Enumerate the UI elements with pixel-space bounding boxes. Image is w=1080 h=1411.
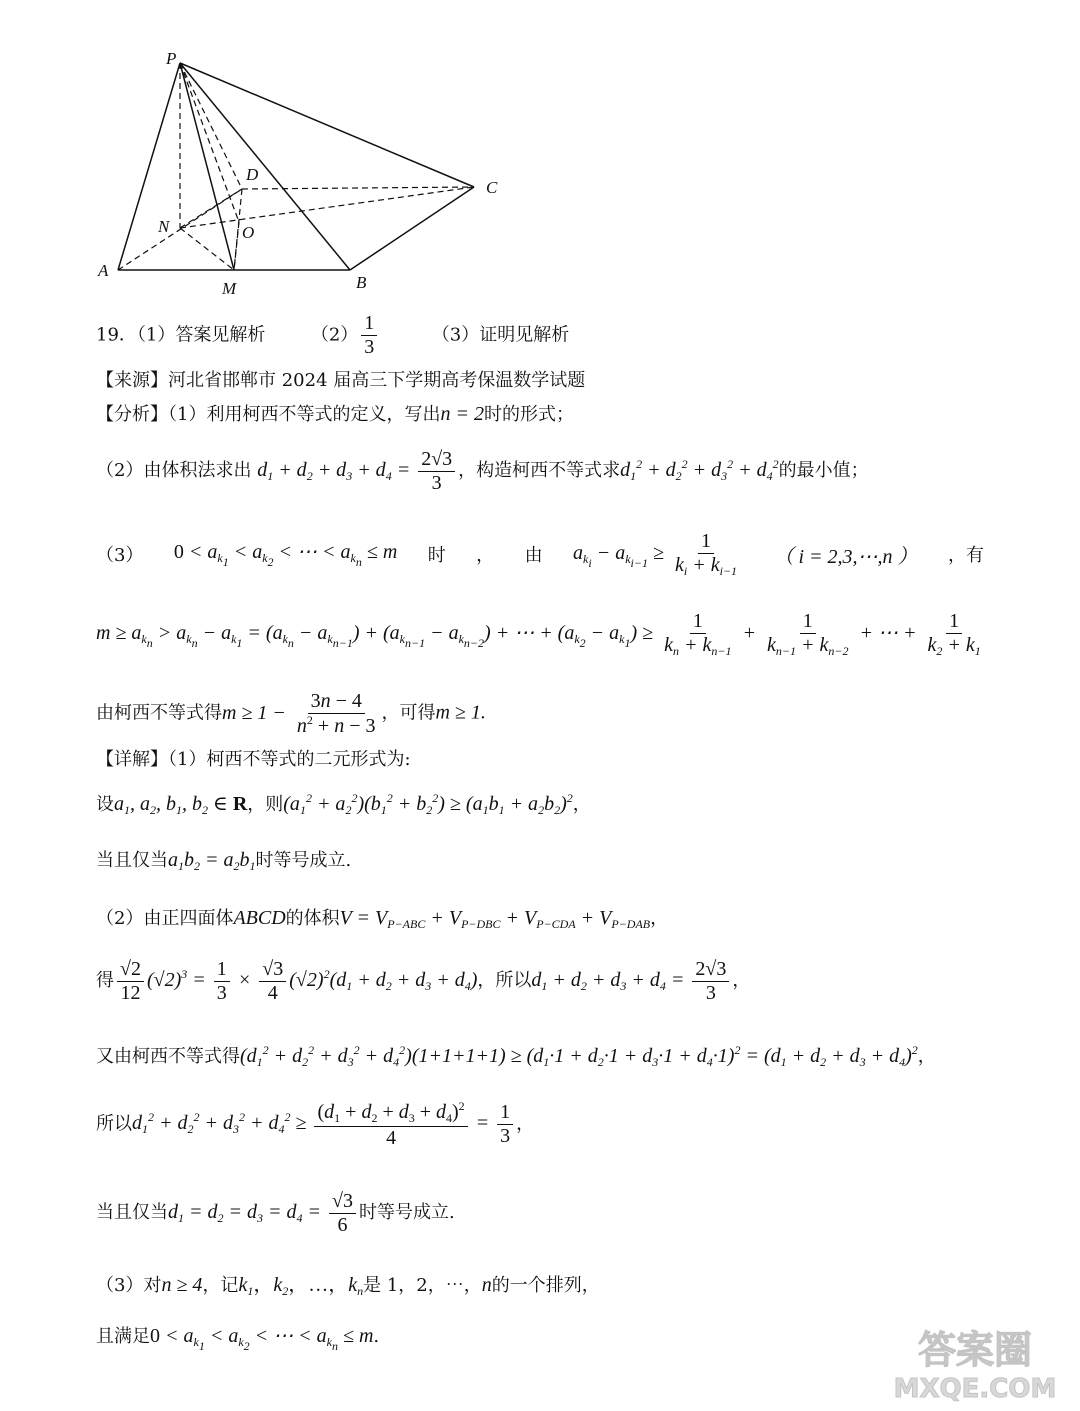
analysis-line-3: （3） $0 < a_{k_1} < a_{k_2}$ < ⋯ < $a_{k_n} \le m$ 时 ， 由 $a_{k_i} - a_{k_{i-1}}$ ≥ $\frac{1}{k_i + k_{i-1}}$ （ i = 2,3,⋯,n ） ，有 (96, 530, 984, 578)
label-c: C (486, 178, 498, 197)
label-d: D (246, 165, 259, 184)
sum-d-squared-expr: $d_1^2 + d_2^2 + d_3^2 + d_4^2$ (620, 457, 779, 484)
answer-part1: 答案见解析 (175, 324, 266, 346)
sum-d-result: $d_1 + d_2 + d_3 + d_4$ = $\frac{2√3}{3}$ (531, 969, 732, 991)
n-condition: n ≥ 4 (161, 1274, 203, 1296)
label-b: B (356, 273, 367, 292)
watermark-logo (883, 1323, 1068, 1403)
variables-in-r: $a_1$, $a_2$, $b_1$, $b_2$ ∈ R (114, 793, 248, 817)
equality-condition-1: $a_1b_2 = a_2b_1$ (168, 849, 256, 873)
difference-ineq: $a_{k_i} - a_{k_{i-1}}$ ≥ $\frac{1}{k_i + k_{i-1}}$ (573, 530, 738, 578)
sum-d-expr: $d_1 + d_2 + d_3 + d_4$ = $\frac{2√3}{3}$ (257, 459, 458, 481)
label-o: O (242, 223, 255, 242)
svg-text:MXQE.COM: MXQE.COM (893, 1374, 1057, 1403)
answer-line: 19．（1）答案见解析 （2） $\frac{1}{3}$ （3）证明见解析 (96, 312, 570, 358)
question-number: 19． (96, 324, 137, 346)
detail-line-10: 且满足$0 < a_{k_1} < a_{k_2}$ < ⋯ < $a_{k_n} \le m$. (96, 1325, 380, 1353)
detail-line-7: 所以$d_1^2 + d_2^2 + d_3^2 + d_4^2$ ≥ $\frac{(d_1 + d_2 + d_3 + d_4)^2}{4}$ = $\frac{1}{3}$ ， (96, 1099, 535, 1149)
k-sequence: $k_1$，$k_2$，…，$k_n$ (238, 1274, 364, 1298)
label-m: M (222, 279, 237, 298)
answer-part3: 证明见解析 (479, 324, 570, 346)
source-line: 【来源】河北省邯郸市 2024 届高三下学期高考保温数学试题 (96, 370, 586, 391)
cauchy-4d-expr: $(d_1^2 + d_2^2 + d_3^2 + d_4^2)(1+1+1+1) \ge (d_1\cdot 1 + d_2\cdot 1 + d_3\cdot 1 + d_4\cdot 1)^2 = (d_1 + d_2 + d_3 + d_4)^2$ (240, 1043, 918, 1069)
telescoping-expr: $m \ge a_{k_n} > a_{k_n} - a_{k_1} = (a_{k_n} - a_{k_{n-1}}) + (a_{k_{n-1}} - a_{k_{n-2}})$ + ⋯ + $(a_{k_2} - a_{k_1})$ ≥ $\frac{1}{k_n + k_{n-1}}$ + $\frac{1}{k_{n-1} + k_{n-2}}$ + ⋯ + $\frac{1}{k_2 + k_1}$ (96, 610, 981, 658)
min-value-expr: $d_1^2 + d_2^2 + d_3^2 + d_4^2$ ≥ $\frac{(d_1 + d_2 + d_3 + d_4)^2}{4}$ = $\frac{1}{3}$ (132, 1112, 516, 1134)
bound-expr: m ≥ 1 − $\frac{3n - 4}{n^2 + n - 3}$ (222, 690, 376, 737)
analysis-line-2: （2）由体积法求出 $d_1 + d_2 + d_3 + d_4$ = $\frac{2√3}{3}$ ，构造柯西不等式求$d_1^2 + d_2^2 + d_3^2 + d_4^2$的最小值； (96, 448, 869, 494)
analysis-line-1: 【分析】（1）利用柯西不等式的定义，写出n = 2时的形式； (96, 403, 574, 425)
answer-part2-fraction: $\frac{1}{3}$ (361, 312, 377, 359)
cauchy-2d-expr: $(a_1^2 + a_2^2)(b_1^2 + b_2^2) \ge (a_1b_1 + a_2b_2)^2$ (283, 791, 573, 817)
volume-equation: $\frac{√2}{12}$ $(√2)^3$ = $\frac{1}{3}$ × $\frac{√3}{4}$ $(√2)^2(d_1 + d_2 + d_3 + d_4)$ (114, 969, 477, 991)
ordered-a-expr: $0 < a_{k_1} < a_{k_2}$ < ⋯ < $a_{k_n} \le m$ (173, 540, 398, 569)
detail-line-6: 又由柯西不等式得$(d_1^2 + d_2^2 + d_3^2 + d_4^2)(1+1+1+1) \ge (d_1\cdot 1 + d_2\cdot 1 + d_3\cdot 1 + d_4\cdot 1)^2 = (d_1 + d_2 + d_3 + d_4)^2$， (96, 1043, 936, 1069)
detail-line-4: （2）由正四面体ABCD的体积$V = V_{P-ABC} + V_{P-DBC} + V_{P-CDA} + V_{P-DAB}$， (96, 907, 669, 931)
svg-text:答案圈: 答案圈 (917, 1328, 1033, 1372)
label-a: A (98, 261, 109, 280)
detail-line-5: 得 $\frac{√2}{12}$ $(√2)^3$ = $\frac{1}{3}$ × $\frac{√3}{4}$ $(√2)^2(d_1 + d_2 + d_3 + d_4)$，所以$d_1 + d_2 + d_3 + d_4$ = $\frac{2√3}{3}$ ， (96, 958, 751, 1004)
detail-line-2: 设$a_1$, $a_2$, $b_1$, $b_2$ ∈ R，则$(a_1^2 + a_2^2)(b_1^2 + b_2^2) \ge (a_1b_1 + a_2b_2)^2$， (96, 791, 591, 817)
detail-line-8: 当且仅当$d_1 = d_2 = d_3 = d_4$ = $\frac{√3}{6}$ 时等号成立. (96, 1190, 455, 1236)
pyramid-figure (96, 40, 516, 300)
analysis-line-4 (96, 610, 987, 659)
detail-line-1: 【详解】（1）柯西不等式的二元形式为: (96, 749, 411, 770)
label-p: P (166, 49, 177, 68)
detail-line-3: 当且仅当$a_1b_2 = a_2b_1$时等号成立. (96, 849, 352, 873)
analysis-line-5: 由柯西不等式得m ≥ 1 − $\frac{3n - 4}{n^2 + n - 3}$ ，可得m ≥ 1. (96, 690, 486, 737)
volume-expr: $V = V_{P-ABC} + V_{P-DBC} + V_{P-CDA} + V_{P-DAB}$ (339, 907, 651, 931)
ordered-a-condition: $0 < a_{k_1} < a_{k_2}$ < ⋯ < $a_{k_n} \le m$ (150, 1325, 374, 1353)
label-n: N (158, 217, 170, 236)
detail-line-9: （3）对n ≥ 4，记$k_1$，$k_2$，…，$k_n$是 1，2，⋯，n的一个排列， (96, 1274, 600, 1298)
equality-condition-2: $d_1 = d_2 = d_3 = d_4$ = $\frac{√3}{6}$ (168, 1201, 359, 1223)
source-text: 河北省邯郸市 2024 届高三下学期高考保温数学试题 (168, 370, 586, 391)
